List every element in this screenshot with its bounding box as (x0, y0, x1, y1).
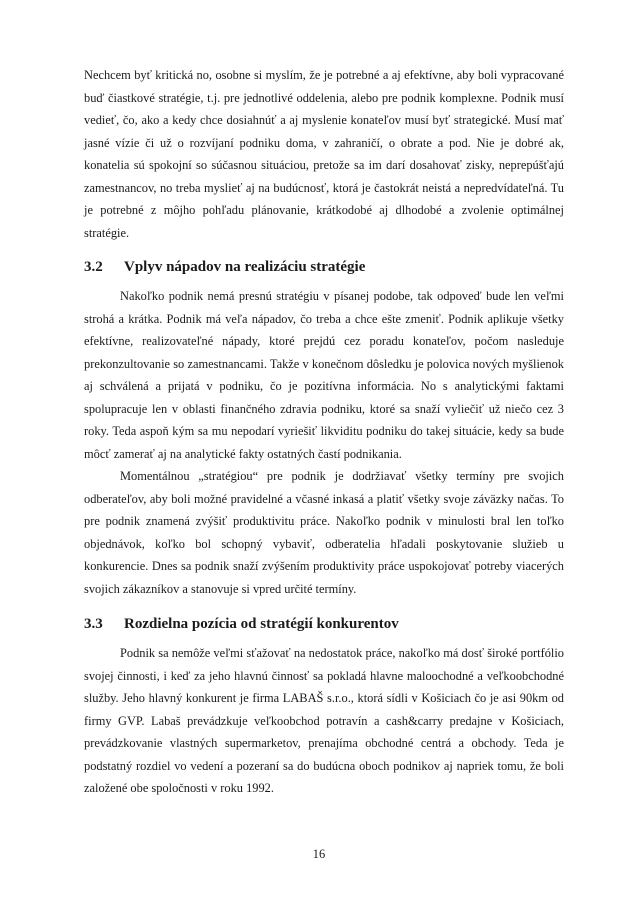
section-number: 3.2 (84, 259, 103, 275)
section-title: Vplyv nápadov na realizáciu stratégie (124, 259, 366, 275)
section-3-3-paragraph-1: Podnik sa nemôže veľmi sťažovať na nedostatok práce, nakoľko má dosť široké portfólio svojej činnosti, i keď za jeho hlavnú činnosť sa pokladá hlavne maloochodné a veľkoobchodné služby. Jeho hlavný konkurent je firma LABAŠ s.r.o., ktorá sídli v Košiciach čo je asi 90km od firmy GVP. Labaš prevádzkuje veľkoobchod potravín a cash&carry predajne v Košiciach, prevádzkovanie vlastných supermarketov, prenajíma obchodné centrá a obchody. Teda je podstatný rozdiel vo vedení a pozeraní sa do budúcna oboch podnikov aj napriek tomu, že boli založené obe spoločnosti v roku 1992. (84, 646, 564, 795)
section-number: 3.3 (84, 616, 103, 632)
intro-paragraph: Nechcem byť kritická no, osobne si myslím, že je potrebné a aj efektívne, aby boli vypracované buď čiastkové stratégie, t.j. pre jednotlivé oddelenia, alebo pre podnik komplexne. Podnik musí vedieť, čo, ako a kedy chce dosiahnúť a aj myslenie konateľov musí byť strategické. Musí mať jasné vízie či už o rozvíjaní podniku doma, v zahraničí, o obrate a pod. Nie je dobré ak, konatelia sú spokojní so súčasnou situáciou, pretože sa im darí dosahovať zisky, neprepúšťajú zamestnancov, no treba myslieť aj na budúcnosť, ktorá je častokrát neistá a nepredvídateľná. Tu je potrebné z môjho pohľadu plánovanie, krátkodobé aj dlhodobé a zvolenie optimálnej stratégie. (84, 68, 564, 240)
section-title: Rozdielna pozícia od stratégií konkurentov (124, 616, 399, 632)
section-heading-3-3 (84, 614, 564, 634)
page-content (84, 64, 564, 800)
section-3-2-paragraph-1: Nakoľko podnik nemá presnú stratégiu v písanej podobe, tak odpoveď bude len veľmi strohá a krátka. Podnik má veľa nápadov, čo treba a chce ešte zmeniť. Podnik aplikuje všetky efektívne, realizovateľné nápady, ktoré prejdú cez poradu konateľov, počom nasleduje prekonzultovanie so zamestnancami. Takže v konečnom dôsledku je polovica nových myšlienok aj schválená a prijatá v podniku, čo je pozitívna informácia. No s analytickými faktami spolupracuje len v oblasti finančného zdravia podniku, ktoré sa snaží vyliečiť už niečo cez 3 roky. Teda aspoň kým sa mu nepodarí vyriešiť likviditu podniku do takej situácie, kedy sa bude môcť zamerať aj na analytické fakty ostatných častí podnikania. (84, 289, 564, 461)
section-heading-3-2 (84, 257, 564, 277)
page-number: 16 (312, 847, 326, 861)
section-3-2-paragraph-2: Momentálnou „stratégiou“ pre podnik je dodržiavať všetky termíny pre svojich odberateľov, aby boli možné pravidelné a včasné inkasá a platiť všetky svoje záväzky načas. To pre podnik znamená zvýšiť produktivitu práce. Nakoľko podnik v minulosti bral len toľko objednávok, koľko bol schopný vybaviť, odberatelia hľadali poskytovanie služieb u konkurencie. Dnes sa podnik snaží zvýšením produktivity práce uspokojovať potreby viacerých svojich zákazníkov a stanovuje si vpred určité termíny. (84, 469, 564, 596)
